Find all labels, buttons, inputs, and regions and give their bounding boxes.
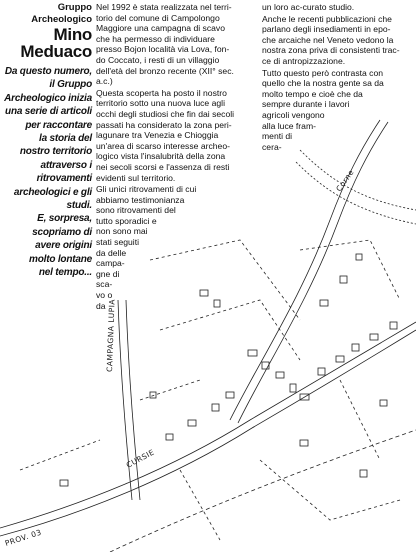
building <box>212 404 219 411</box>
lead-line: avere origini <box>35 240 92 252</box>
secondary-road <box>110 430 416 552</box>
building <box>248 350 257 356</box>
lead-line: ritrovamenti <box>36 173 92 185</box>
map-label-bottom-road: PROV. 03 <box>3 527 43 548</box>
building <box>262 362 269 369</box>
main-road-line <box>0 322 416 528</box>
vertical-road <box>118 300 132 500</box>
article-paragraph: Tutto questo però contrasta con quello che la nostra gente sa da molto tempo e cioè che da sempre durante i lavori agricoli vengono alla luce fram- menti di cera- <box>262 67 384 152</box>
building <box>340 276 347 283</box>
field-line <box>300 240 400 300</box>
lead-line: il Gruppo <box>49 79 92 91</box>
byline-archeologico: Archeologico <box>31 14 92 25</box>
article-column-middle <box>96 2 248 311</box>
building <box>318 368 325 375</box>
article-paragraph: Anche le recenti pubblicazioni che parlano degli insediamenti in epo- che arcaiche nel Veneto vedono la nostra zona priva di consistenti trac- ce di antropizzazione. <box>262 13 400 66</box>
building <box>356 254 362 260</box>
lead-line: la storia del <box>39 133 92 145</box>
building <box>370 334 378 340</box>
field-line <box>340 380 380 460</box>
article-column-right <box>262 2 412 152</box>
building <box>166 434 173 440</box>
lead-line: archeologici e gli <box>13 186 92 198</box>
author-first-name: Mino <box>53 25 92 44</box>
lead-line: per raccontare <box>25 119 92 131</box>
field-line <box>260 460 400 520</box>
river <box>300 150 416 210</box>
field-line <box>180 470 220 540</box>
building <box>380 400 387 406</box>
map-label-center-road: CURSIE <box>124 447 157 470</box>
building <box>320 300 328 306</box>
author-last-name: Meduaco <box>20 42 92 61</box>
building <box>150 392 156 398</box>
byline-group: Gruppo <box>57 2 92 13</box>
lead-line: nostro territorio <box>19 146 92 158</box>
building <box>60 480 68 486</box>
article-paragraph: un loro ac-curato studio. <box>262 2 355 12</box>
lead-line: molto lontane <box>29 253 92 265</box>
lead-line: Archeologico inizia <box>4 92 92 104</box>
upper-road <box>230 120 380 420</box>
map-label-river: Corne <box>334 167 356 194</box>
river <box>296 162 416 224</box>
building <box>290 384 296 392</box>
upper-road <box>238 122 388 423</box>
article-paragraph: Gli unici ritrovamenti di cui abbiamo testimonianza sono ritrovamenti del tutto sporadici e non sono mai stati seguiti da delle campa- gne di sca- vo o da <box>96 184 197 311</box>
main-road-line <box>0 330 416 536</box>
field-line <box>140 380 200 400</box>
building <box>226 392 234 398</box>
lead-line: una serie di articoli <box>5 106 92 118</box>
field-line <box>20 440 100 470</box>
building <box>360 470 367 477</box>
building <box>336 356 344 362</box>
byline-column <box>2 2 92 280</box>
map-label-vertical-road: CAMPAGNA LUPIA <box>105 298 117 373</box>
building <box>276 372 284 378</box>
article-paragraph: Questa scoperta ha posto il nostro territorio sotto una nuova luce agli occhi degli studiosi che fin dai secoli passati ha considerato la zona peri- lagunare tra Venezia e Chioggia un'area di scarso interesse archeo- logico vista l'insalubrità della zona nei secoli scorsi e l'assenza di resti evidenti sul territorio. <box>96 87 235 183</box>
lead-text <box>2 65 92 280</box>
lead-line: studi. <box>66 200 92 212</box>
lead-line: scopriamo di <box>32 226 92 238</box>
lead-line: attraverso i <box>40 159 92 171</box>
building <box>390 322 397 329</box>
building <box>352 344 359 351</box>
lead-line: nel tempo... <box>38 267 92 279</box>
building <box>188 420 196 426</box>
lead-line: Da questo numero, <box>4 66 92 77</box>
lead-line: E, sorpresa, <box>37 213 92 225</box>
building <box>300 440 308 446</box>
article-paragraph: Nel 1992 è stata realizzata nel terri- torio del comune di Campolongo Maggiore una campagna di scavo che ha permesso di individuare presso Bojon località via Lova, fon- do Coccato, i resti di un villaggio dell'età del bronzo recente (XII° sec. a.c.) <box>96 2 234 87</box>
